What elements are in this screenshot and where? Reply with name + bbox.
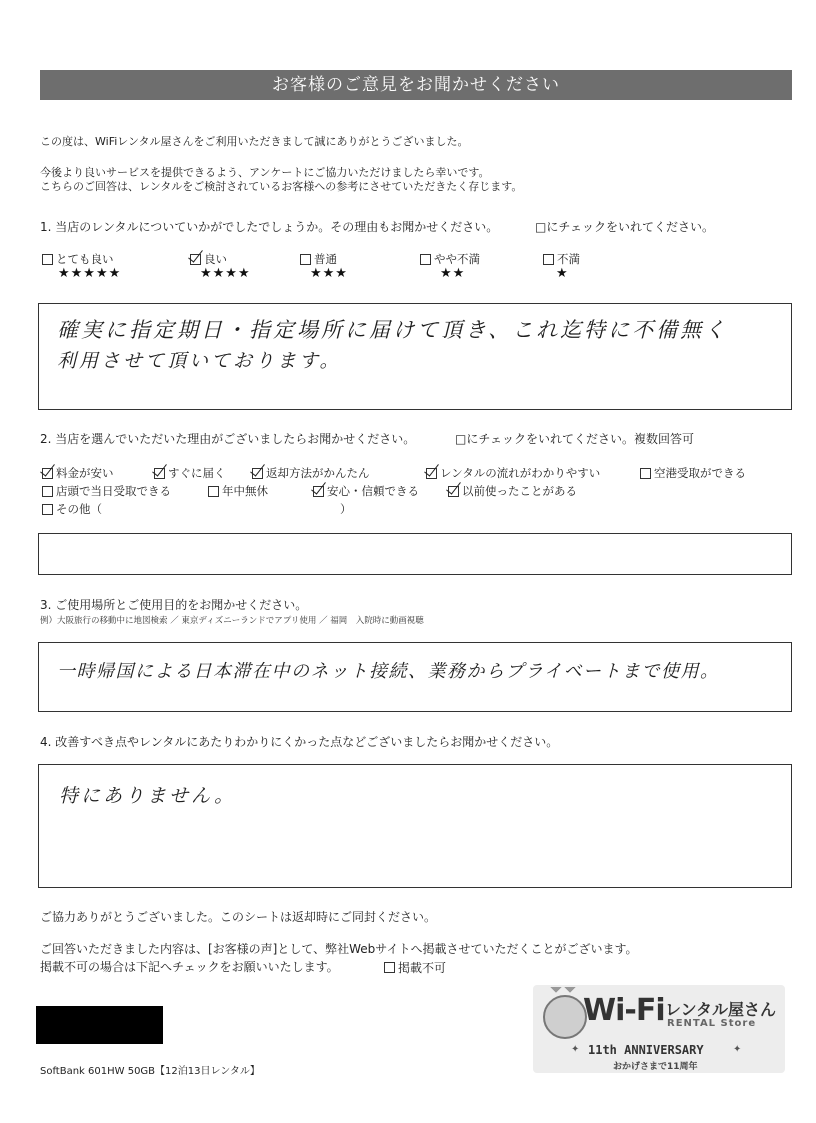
mascot-icon [543, 995, 587, 1039]
q1-option-somewhat-dissatisfied[interactable] [420, 251, 480, 267]
thanks-text: ご協力ありがとうございました。このシートは返却時にご同封ください。 [40, 910, 437, 924]
q1-option-good[interactable] [190, 251, 227, 267]
q2-option-label: 返却方法がかんたん [266, 466, 370, 480]
intro-line-2: 今後より良いサービスを提供できるよう、アンケートにご協力いただけましたら幸いです。 [40, 166, 490, 179]
q3-answer-box[interactable] [38, 642, 792, 712]
q2-checkbox-open-all-year[interactable] [208, 486, 219, 497]
q1-option-average[interactable] [300, 251, 337, 267]
intro-line-1: この度は、WiFiレンタル屋さんをご利用いただきまして誠にありがとうございました。 [40, 135, 469, 148]
q3-answer: 一時帰国による日本滞在中のネット接続、業務からプライベートまで使用。 [57, 661, 720, 682]
company-logo [533, 985, 785, 1073]
q1-option-label: 不満 [557, 252, 580, 266]
q1-stars-1: ★ [556, 266, 569, 281]
q2-option-label: 空港受取ができる [654, 466, 746, 480]
q2-checkbox-easy-flow[interactable] [426, 468, 437, 479]
no-publish-checkbox[interactable] [384, 962, 395, 973]
publish-notice-2: 掲載不可の場合は下記へチェックをお願いいたします。 [40, 960, 339, 974]
q2-answer-box[interactable] [38, 533, 792, 575]
q1-checkbox-very-good[interactable] [42, 254, 53, 265]
q2-checkbox-cheap[interactable] [42, 468, 53, 479]
q3-example: 例）大阪旅行の移動中に地図検索 ／ 東京ディズニーランドでアプリ使用 ／ 福岡 入院時に動画視聴 [40, 616, 424, 626]
q2-option-airport-pickup[interactable] [640, 465, 746, 481]
q2-option-label: 以前使ったことがある [462, 484, 577, 498]
q1-stars-4: ★★★★ [200, 266, 251, 281]
logo-store-text: RENTAL Store [667, 1018, 757, 1029]
q4-answer-box[interactable] [38, 764, 792, 888]
q1-checkbox-average[interactable] [300, 254, 311, 265]
q4-question: 4. 改善すべき点やレンタルにあたりわかりにくかった点などございましたらお聞かせください。 [40, 735, 559, 749]
q2-instruction: □にチェックをいれてください。複数回答可 [455, 432, 694, 446]
q2-option-store-pickup[interactable] [42, 483, 171, 499]
logo-anniversary: 11th ANNIVERSARY [588, 1043, 704, 1057]
q2-option-easy-return[interactable] [252, 465, 370, 481]
q2-option-label: その他（ [56, 502, 102, 516]
q1-checkbox-good[interactable] [190, 254, 201, 265]
q2-option-easy-flow[interactable] [426, 465, 600, 481]
q2-checkbox-other[interactable] [42, 504, 53, 515]
q2-checkbox-store-pickup[interactable] [42, 486, 53, 497]
q2-option-trustworthy[interactable] [313, 483, 419, 499]
q2-checkbox-airport-pickup[interactable] [640, 468, 651, 479]
logo-wifi-text: Wi-Fi [583, 993, 665, 1028]
q2-question: 2. 当店を選んでいただいた理由がございましたらお聞かせください。 [40, 432, 416, 446]
intro-line-3: こちらのご回答は、レンタルをご検討されているお客様への参考にさせていただきたく存じます。 [40, 180, 523, 193]
q1-instruction: □にチェックをいれてください。 [535, 220, 714, 234]
q2-option-other[interactable] [42, 501, 102, 517]
q2-option-cheap[interactable] [42, 465, 114, 481]
sparkle-icon: ✦ [571, 1044, 580, 1055]
q2-checkbox-trustworthy[interactable] [313, 486, 324, 497]
q1-stars-5: ★★★★★ [58, 266, 122, 281]
publish-notice-1: ご回答いただきました内容は、[お客様の声]として、弊社Webサイトへ掲載させていただくことがございます。 [40, 942, 638, 956]
redacted-block [36, 1006, 163, 1044]
q2-option-open-all-year[interactable] [208, 483, 268, 499]
page-title: お客様のご意見をお聞かせください [40, 70, 792, 100]
q2-option-label: レンタルの流れがわかりやすい [440, 466, 601, 480]
q1-option-label: 良い [204, 252, 227, 266]
no-publish-label: 掲載不可 [398, 961, 447, 975]
q1-option-very-good[interactable] [42, 251, 114, 267]
q2-option-label: 店頭で当日受取できる [56, 484, 171, 498]
q2-option-fast-delivery[interactable] [154, 465, 226, 481]
q2-option-label: 安心・信頼できる [327, 484, 419, 498]
q1-option-label: 普通 [314, 252, 337, 266]
no-publish-option[interactable] [384, 959, 446, 976]
q1-answer-line-2: 利用させて頂いております。 [57, 350, 342, 372]
q1-option-dissatisfied[interactable] [543, 251, 580, 267]
q1-stars-3: ★★★ [310, 266, 348, 281]
q4-answer: 特にありません。 [59, 785, 237, 807]
q2-checkbox-easy-return[interactable] [252, 468, 263, 479]
q1-stars-2: ★★ [440, 266, 466, 281]
q2-option-label: すぐに届く [168, 466, 226, 480]
q2-other-close-paren: ） [340, 502, 352, 516]
product-info: SoftBank 601HW 50GB【12泊13日レンタル】 [40, 1066, 260, 1077]
logo-rental-text: レンタル屋さん [665, 1000, 776, 1019]
q2-option-label: 年中無休 [222, 484, 268, 498]
sparkle-icon: ✦ [733, 1044, 742, 1055]
q3-question: 3. ご使用場所とご使用目的をお聞かせください。 [40, 598, 308, 612]
q1-answer-box[interactable] [38, 303, 792, 410]
logo-tagline: おかげさまで11周年 [613, 1062, 698, 1072]
q1-option-label: とても良い [56, 252, 114, 266]
q2-option-label: 料金が安い [56, 466, 114, 480]
q1-option-label: やや不満 [434, 252, 480, 266]
q1-question: 1. 当店のレンタルについていかがでしたでしょうか。その理由もお聞かせください。 [40, 220, 499, 234]
q2-checkbox-fast-delivery[interactable] [154, 468, 165, 479]
q1-checkbox-dissatisfied[interactable] [543, 254, 554, 265]
q2-option-used-before[interactable] [448, 483, 577, 499]
q1-answer-line-1: 確実に指定期日・指定場所に届けて頂き、これ迄特に不備無く [57, 318, 729, 342]
q2-checkbox-used-before[interactable] [448, 486, 459, 497]
q1-checkbox-somewhat-dissatisfied[interactable] [420, 254, 431, 265]
